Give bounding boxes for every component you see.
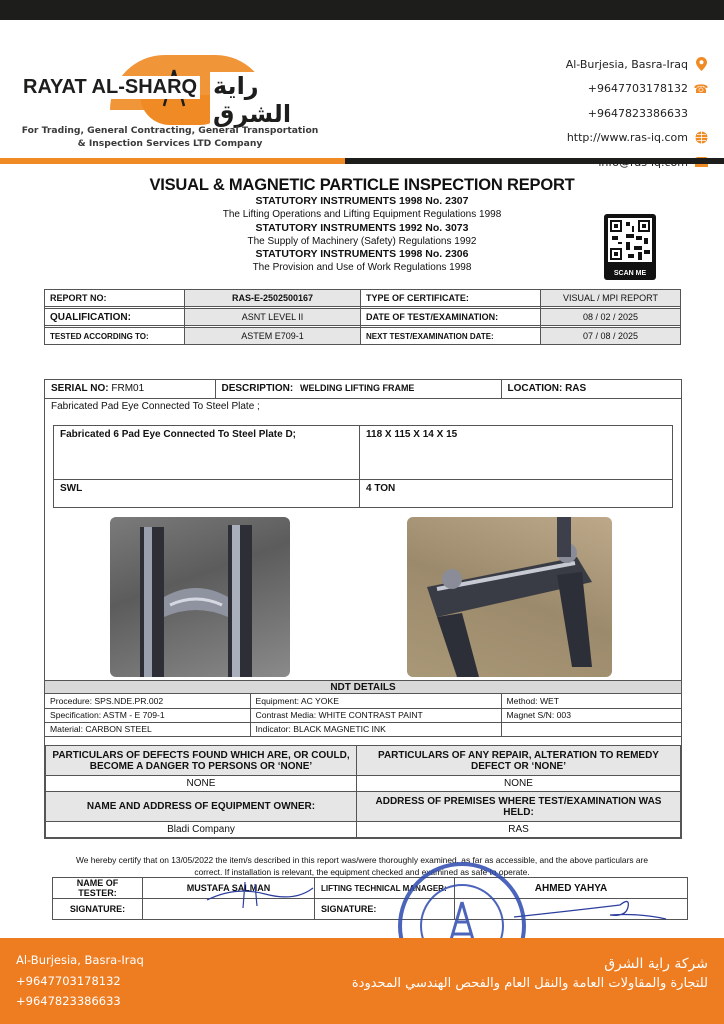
report-title-block: [60, 176, 664, 275]
contact-website[interactable]: http://www.ras-iq.com: [566, 126, 708, 151]
footer-contacts: [16, 950, 144, 1012]
particulars-table: [45, 745, 681, 838]
certification-statement: We hereby certify that on 13/05/2022 the item/s described in this report was/were thoroughly examined, as far as accessible, and the above particulars are correct. If installation is relevant, the equipment checked and examined as safe to operate.: [76, 855, 648, 877]
test-date-value: 08 / 02 / 2025: [541, 309, 681, 326]
premises-label: ADDRESS OF PREMISES WHERE TEST/EXAMINATION WAS HELD:: [357, 792, 681, 822]
test-date-label: DATE OF TEST/EXAMINATION:: [361, 309, 541, 326]
cert-type-value: VISUAL / MPI REPORT: [541, 290, 681, 307]
lifting-frame-photo: [407, 517, 612, 677]
detail-right: 118 X 115 X 14 X 15: [360, 426, 673, 480]
tested-value: ASTEM E709-1: [185, 328, 361, 345]
manager-label: LIFTING TECHNICAL MANAGER:: [315, 878, 455, 899]
description-line: Fabricated Pad Eye Connected To Steel Plate ;: [51, 401, 260, 412]
company-logo: [20, 50, 320, 128]
location-cell: LOCATION: RAS: [501, 380, 681, 398]
contact-phone-2[interactable]: +9647823386633: [587, 106, 688, 120]
qualification-value: ASNT LEVEL II: [185, 309, 361, 326]
serial-cell: SERIAL NO: FRM01: [45, 380, 215, 398]
tester-signature-mark: [205, 880, 315, 910]
logo-text-en: RAYAT AL-SHARQ: [20, 76, 200, 99]
qualification-label: QUALIFICATION:: [45, 309, 185, 326]
top-bar: [0, 0, 724, 20]
globe-icon: [694, 131, 708, 145]
lifting-frame-photo: [110, 517, 290, 677]
equipment-photo-2: [407, 517, 612, 677]
detail-left: Fabricated 6 Pad Eye Connected To Steel Plate D;: [54, 426, 360, 480]
manager-signature-label: SIGNATURE:: [315, 899, 455, 920]
tester-name: MUSTAFA SALMAN: [143, 878, 315, 899]
premises-value: RAS: [357, 822, 681, 838]
contact-address: Al-Burjesia, Basra-Iraq: [566, 52, 708, 77]
statute-line-2: The Lifting Operations and Lifting Equipment Regulations 1998: [222, 209, 502, 220]
description-cell: DESCRIPTION: WELDING LIFTING FRAME: [215, 380, 501, 398]
footer-phone-1[interactable]: +9647703178132: [16, 973, 121, 988]
equipment-detail-table: [53, 425, 673, 508]
qr-code[interactable]: [604, 214, 656, 280]
footer-phone-2[interactable]: +9647823386633: [16, 994, 121, 1008]
contact-phone-1[interactable]: +9647703178132 ☎: [587, 81, 709, 96]
tested-label: TESTED ACCORDING TO:: [45, 328, 185, 345]
contact-list: [566, 52, 708, 175]
statute-line-3: STATUTORY INSTRUMENTS 1992 No. 3073: [255, 221, 469, 234]
qr-label: SCAN ME: [613, 270, 647, 277]
report-no-value: RAS-E-2502500167: [185, 290, 361, 307]
owner-value: Bladi Company: [46, 822, 357, 838]
swl-value: 4 TON: [360, 480, 673, 508]
tester-label: NAME OF TESTER:: [53, 878, 143, 899]
statute-line-1: STATUTORY INSTRUMENTS 1998 No. 2307: [255, 195, 469, 207]
swl-label: SWL: [54, 480, 360, 508]
equipment-header-table: [45, 380, 681, 399]
qr-code-icon: [608, 218, 652, 262]
ndt-row: Procedure: SPS.NDE.PR.002 Equipment: AC YOKE Method: WET: [45, 694, 681, 708]
report-no-label: REPORT NO:: [45, 290, 185, 307]
equipment-section: [44, 379, 682, 839]
repair-value: NONE: [357, 776, 681, 792]
equipment-photo-1: [110, 517, 290, 677]
ndt-title: NDT DETAILS: [45, 680, 681, 694]
defects-label: PARTICULARS OF DEFECTS FOUND WHICH ARE, OR COULD, BECOME A DANGER TO PERSONS OR ‘NONE’: [46, 746, 357, 776]
letterhead: [0, 20, 724, 160]
owner-label: NAME AND ADDRESS OF EQUIPMENT OWNER:: [46, 792, 357, 822]
next-date-value: 07 / 08 / 2025: [541, 328, 681, 345]
manager-signature-mark: [510, 893, 670, 923]
defects-value: NONE: [46, 776, 357, 792]
report-info-table: [44, 289, 681, 345]
header-divider: [0, 158, 724, 164]
location-pin-icon: [694, 57, 708, 71]
statute-line-5: STATUTORY INSTRUMENTS 1998 No. 2306: [255, 248, 469, 260]
repair-label: PARTICULARS OF ANY REPAIR, ALTERATION TO REMEDY DEFECT OR ‘NONE’: [357, 746, 681, 776]
manager-name: AHMED YAHYA: [455, 878, 688, 899]
ndt-row: Specification: ASTM - E 709-1 Contrast Media: WHITE CONTRAST PAINT Magnet S/N: 003: [45, 708, 681, 722]
footer-arabic-name: شركة راية الشرق للتجارة والمقاولات العامة والنقل العام والفحص الهندسي المحدودة: [351, 956, 708, 991]
company-subtitle: For Trading, General Contracting, General Transportation & Inspection Services LTD Company: [21, 125, 319, 149]
statute-line-6: The Provision and Use of Work Regulations 1998: [252, 262, 472, 273]
statute-line-4: The Supply of Machinery (Safety) Regulations 1992: [247, 235, 477, 247]
footer-address: Al-Burjesia, Basra-Iraq: [16, 953, 144, 967]
ndt-row: Material: CARBON STEEL Indicator: BLACK MAGNETIC INK: [45, 722, 681, 736]
logo-text-ar: راية الشرق: [210, 72, 320, 128]
footer: [0, 938, 724, 1024]
tester-signature-label: SIGNATURE:: [53, 899, 143, 920]
ndt-table: [45, 694, 681, 737]
report-title: VISUAL & MAGNETIC PARTICLE INSPECTION REPORT: [149, 176, 575, 194]
cert-type-label: TYPE OF CERTIFICATE:: [361, 290, 541, 307]
phone-icon: ☎: [693, 81, 709, 96]
next-date-label: NEXT TEST/EXAMINATION DATE:: [361, 328, 541, 345]
